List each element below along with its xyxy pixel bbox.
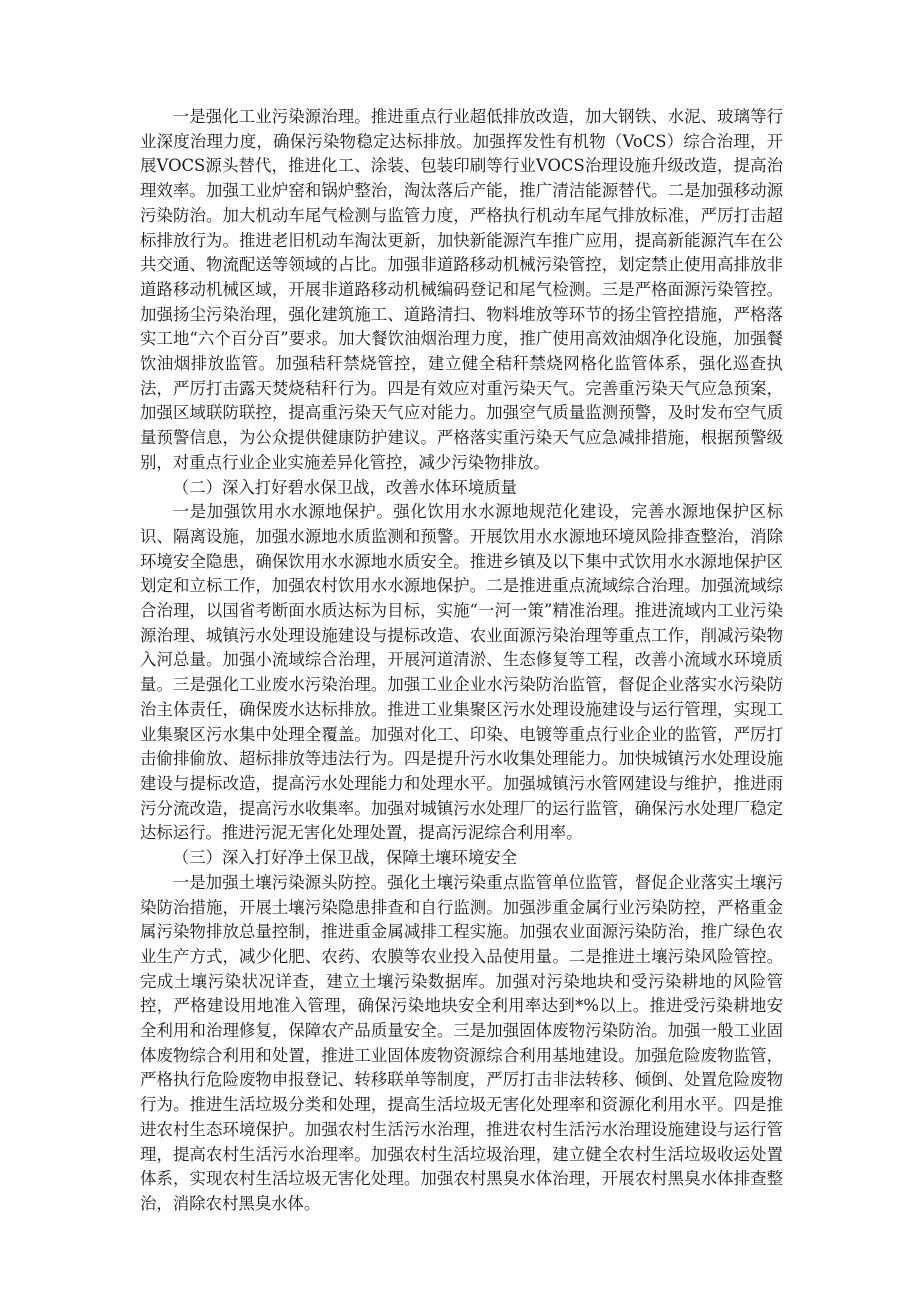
paragraph-soil-pollution: 一是加强土壤污染源头防控。强化土壤污染重点监管单位监管，督促企业落实土壤污染防治措施，开展土壤污染隐患排查和自行监测。加强涉重金属行业污染防控，严格重金属污染物排放总量控制，推进重金属减排工程实施。加强农业面源污染防治，推广绿色农业生产方式，减少化肥、农药、农膜等农业投入品使用量。二是推进土壤污染风险管控。完成土壤污染状况详查，建立土壤污染数据库。加强对污染地块和受污染耕地的风险管控，严格建设用地准入管理，确保污染地块安全利用率达到*%以上。推进受污染耕地安全利用和治理修复，保障农产品质量安全。三是加强固体废物污染防治。加强一般工业固体废物综合利用和处置，推进工业固体废物资源综合利用基地建设。加强危险废物监管，严格执行危险废物申报登记、转移联单等制度，严厉打击非法转移、倾倒、处置危险废物行为。推进生活垃圾分类和处理，提高生活垃圾无害化处理率和资源化利用水平。四是推进农村生态环境保护。加强农村生活污水治理，推进农村生活污水治理设施建设与运行管理，提高农村生活污水治理率。加强农村生活垃圾治理，建立健全农村生活垃圾收运处置体系，实现农村生活垃圾无害化处理。加强农村黑臭水体治理，开展农村黑臭水体排查整治，消除农村黑臭水体。 [140, 872, 783, 1213]
section-heading-soil: （三）深入打好净土保卫战，保障土壤环境安全 [172, 848, 517, 868]
document-body [140, 105, 783, 1217]
section-heading-water: （二）深入打好碧水保卫战，改善水体环境质量 [172, 477, 517, 497]
paragraph-air-pollution: 一是强化工业污染源治理。推进重点行业超低排放改造，加大钢铁、水泥、玻璃等行业深度治理力度，确保污染物稳定达标排放。加强挥发性有机物（VoCS）综合治理，开展VOCS源头替代，推进化工、涂装、包装印刷等行业VOCS治理设施升级改造，提高治理效率。加强工业炉窑和锅炉整治，淘汰落后产能，推广清洁能源替代。二是加强移动源污染防治。加大机动车尾气检测与监管力度，严格执行机动车尾气排放标准，严厉打击超标排放行为。推进老旧机动车淘汰更新，加快新能源汽车推广应用，提高新能源汽车在公共交通、物流配送等领域的占比。加强非道路移动机械污染管控，划定禁止使用高排放非道路移动机械区域，开展非道路移动机械编码登记和尾气检测。三是严格面源污染管控。加强扬尘污染治理，强化建筑施工、道路清扫、物料堆放等环节的扬尘管控措施，严格落实工地“六个百分百”要求。加大餐饮油烟治理力度，推广使用高效油烟净化设施，加强餐饮油烟排放监管。加强秸秆禁烧管控，建立健全秸秆禁烧网格化监管体系，强化巡查执法，严厉打击露天焚烧秸秆行为。四是有效应对重污染天气。完善重污染天气应急预案，加强区域联防联控，提高重污染天气应对能力。加强空气质量监测预警，及时发布空气质量预警信息，为公众提供健康防护建议。严格落实重污染天气应急减排措施，根据预警级别，对重点行业企业实施差异化管控，减少污染物排放。 [140, 107, 783, 472]
paragraph-water-pollution: 一是加强饮用水水源地保护。强化饮用水水源地规范化建设，完善水源地保护区标识、隔离设施，加强水源地水质监测和预警。开展饮用水水源地环境风险排查整治，消除环境安全隐患，确保饮用水水源地水质安全。推进乡镇及以下集中式饮用水水源地保护区划定和立标工作，加强农村饮用水水源地保护。二是推进重点流域综合治理。加强流域综合治理，以国省考断面水质达标为目标，实施“一河一策”精准治理。推进流域内工业污染源治理、城镇污水处理设施建设与提标改造、农业面源污染治理等重点工作，削减污染物入河总量。加强小流域综合治理，开展河道清淤、生态修复等工程，改善小流域水环境质量。三是强化工业废水污染治理。加强工业企业水污染防治监管，督促企业落实水污染防治主体责任，确保废水达标排放。推进工业集聚区污水处理设施建设与运行管理，实现工业集聚区污水集中处理全覆盖。加强对化工、印染、电镀等重点行业企业的监管，严厉打击偷排偷放、超标排放等违法行为。四是提升污水收集处理能力。加快城镇污水处理设施建设与提标改造，提高污水处理能力和处理水平。加强城镇污水管网建设与维护，推进雨污分流改造，提高污水收集率。加强对城镇污水处理厂的运行监管，确保污水处理厂稳定达标运行。推进污泥无害化处理处置，提高污泥综合利用率。 [140, 502, 783, 843]
